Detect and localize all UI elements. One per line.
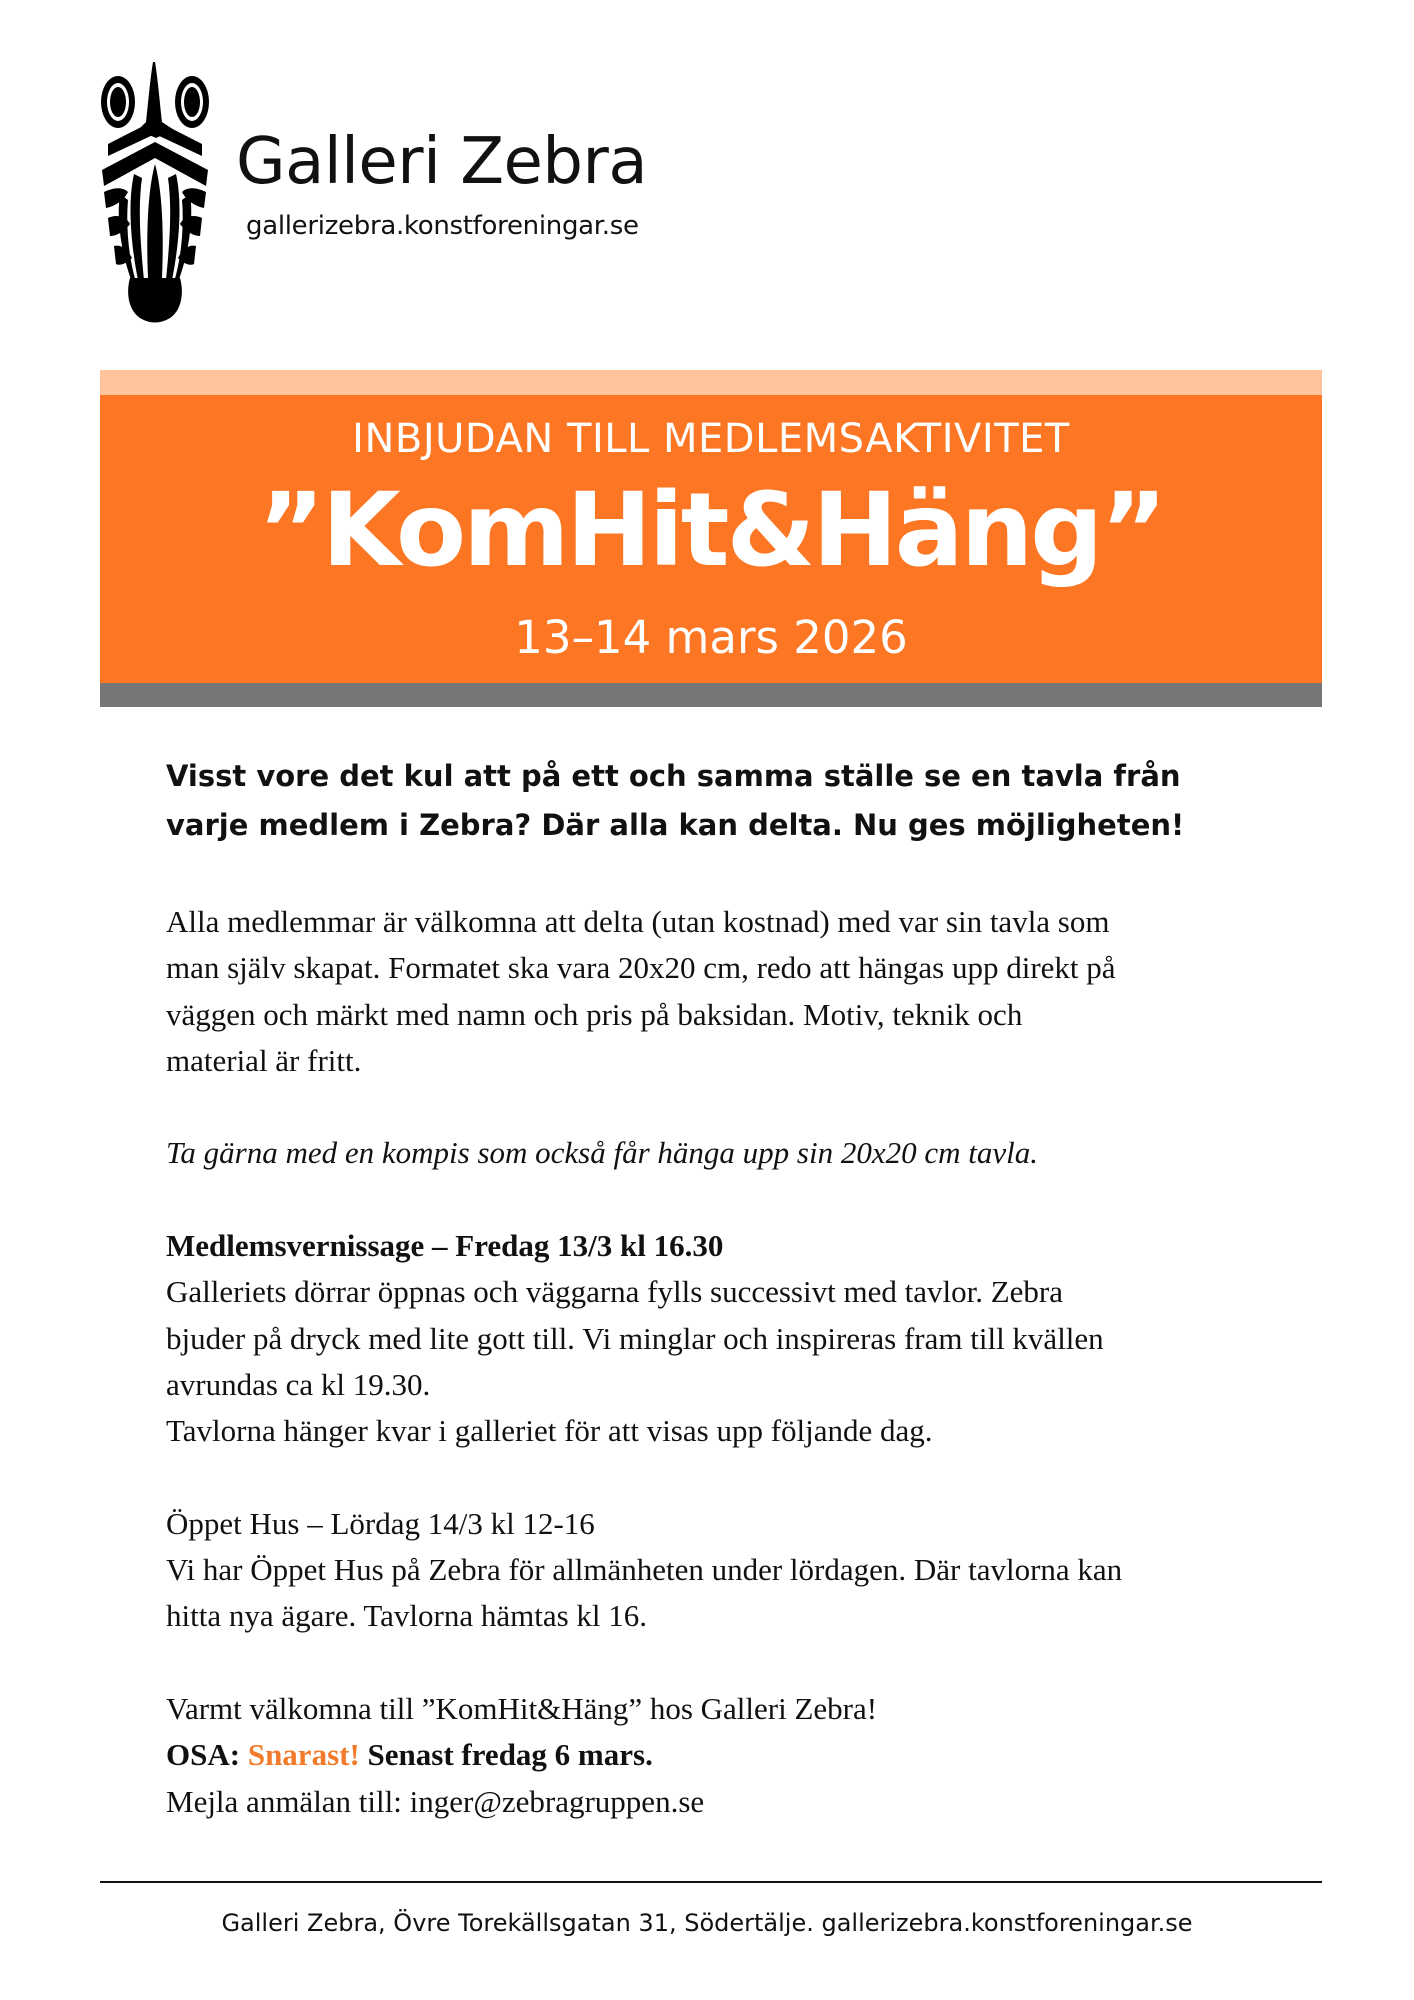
open-house-heading: Öppet Hus – Lördag 14/3 kl 12-16 — [166, 1505, 595, 1541]
osa-urgent: Snarast! — [247, 1737, 360, 1773]
vernissage-line: Tavlorna hänger kvar i galleriet för att visas upp följande dag. — [166, 1413, 933, 1449]
osa-line — [166, 1732, 1306, 1778]
banner-top-band — [100, 370, 1322, 395]
osa-deadline: Senast fredag 6 mars. — [367, 1737, 653, 1773]
tip-line: Ta gärna med en kompis som också får hänga upp sin 20x20 cm tavla. — [166, 1135, 1038, 1171]
email-label: Mejla anmälan till: — [166, 1783, 402, 1819]
vernissage-line: avrundas ca kl 19.30. — [166, 1366, 431, 1402]
welcome-line: Varmt välkomna till ”KomHit&Häng” hos Galleri Zebra! — [166, 1691, 878, 1727]
zebra-head-icon — [98, 60, 213, 325]
footer-address: Galleri Zebra, Övre Torekällsgatan 31, Södertälje. gallerizebra.konstforeningar.se — [221, 1909, 1193, 1937]
intro-line: man själv skapat. Formatet ska vara 20x20 cm, redo att hängas upp direkt på — [166, 950, 1116, 986]
email-line — [166, 1779, 1306, 1825]
lead-line: Visst vore det kul att på ett och samma ställe se en tavla från — [166, 759, 1181, 793]
vernissage-line: Galleriets dörrar öppnas och väggarna fylls successivt med tavlor. Zebra — [166, 1274, 1063, 1310]
event-date: 13–14 mars 2026 — [514, 611, 908, 664]
brand-url: gallerizebra.konstforeningar.se — [246, 211, 639, 241]
lead-line: varje medlem i Zebra? Där alla kan delta. Nu ges möjligheten! — [166, 808, 1185, 842]
brand-name: Galleri Zebra — [236, 125, 648, 199]
banner-bottom-band — [100, 683, 1322, 707]
spacer — [166, 1084, 1306, 1130]
event-banner — [100, 395, 1322, 683]
footer-divider — [100, 1881, 1322, 1883]
open-house-line: Vi har Öppet Hus på Zebra för allmänheten under lördagen. Där tavlorna kan — [166, 1552, 1123, 1588]
open-house-line: hitta nya ägare. Tavlorna hämtas kl 16. — [166, 1598, 648, 1634]
vernissage-heading: Medlemsvernissage – Fredag 13/3 kl 16.30 — [166, 1228, 724, 1264]
lead-paragraph — [166, 752, 1286, 850]
intro-line: material är fritt. — [166, 1042, 362, 1078]
intro-line: Alla medlemmar är välkomna att delta (utan kostnad) med var sin tavla som — [166, 904, 1110, 939]
vernissage-line: bjuder på dryck med lite gott till. Vi minglar och inspireras fram till kvällen — [166, 1320, 1104, 1356]
intro-line: väggen och märkt med namn och pris på baksidan. Motiv, teknik och — [166, 996, 1023, 1032]
email-link[interactable]: inger@zebragruppen.se — [409, 1783, 705, 1819]
spacer — [166, 1640, 1306, 1686]
event-title: ”KomHit&Häng” — [257, 471, 1165, 590]
spacer — [166, 1455, 1306, 1501]
body-text — [166, 899, 1306, 1825]
banner-kicker: INBJUDAN TILL MEDLEMSAKTIVITET — [352, 416, 1070, 462]
spacer — [166, 1177, 1306, 1223]
osa-label: OSA: — [166, 1737, 241, 1773]
